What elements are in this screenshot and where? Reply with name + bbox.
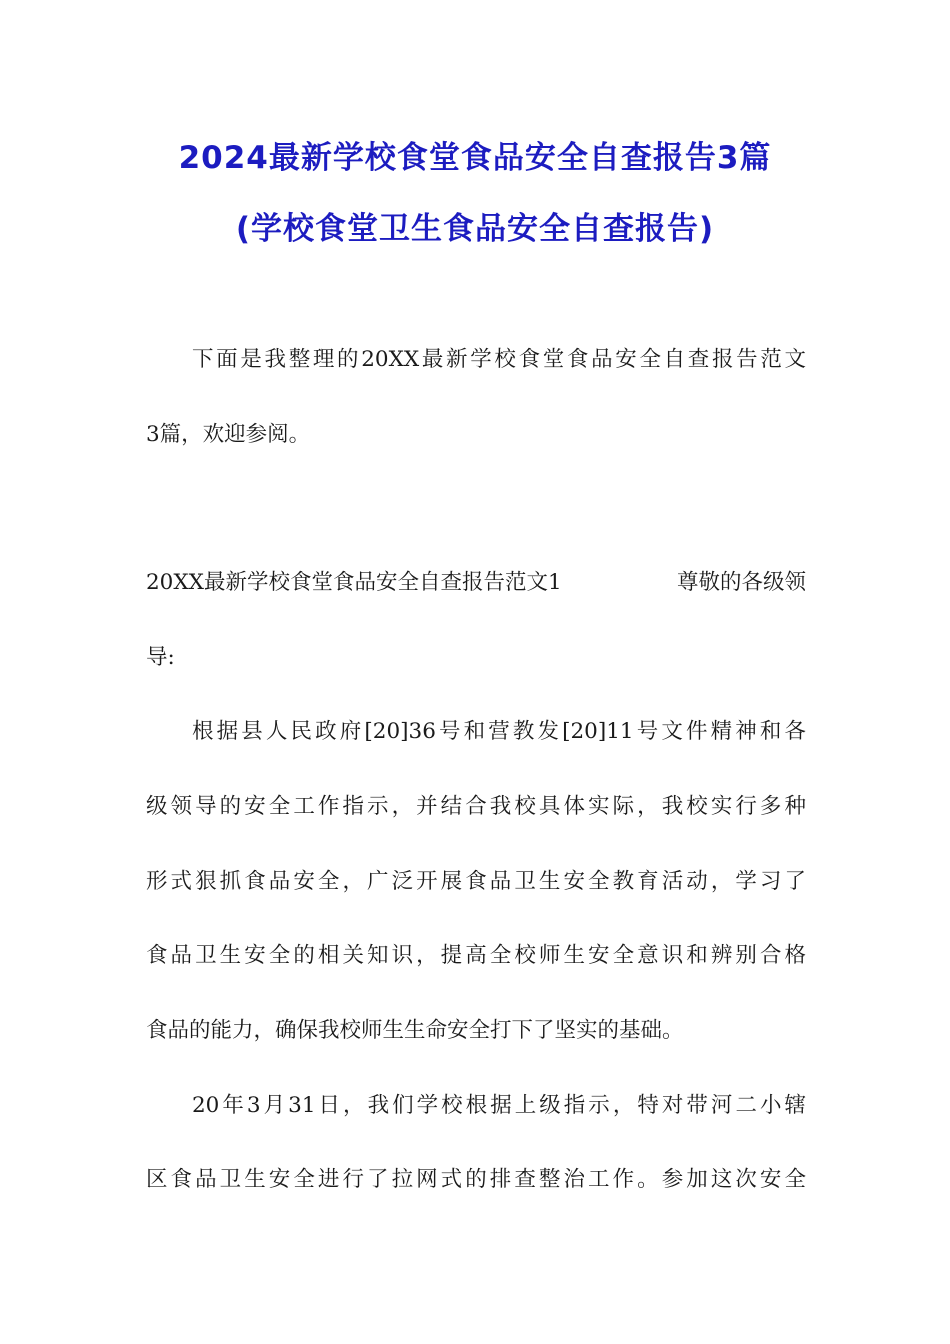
salutation: 尊敬的各级领	[676, 570, 806, 595]
paragraph2-line-1: 20年3月31日，我们学校根据上级指示，特对带河二小辖	[192, 1093, 806, 1118]
paragraph1-line-1: 根据县人民政府[20]36号和营教发[20]11号文件精神和各	[192, 719, 806, 744]
section-heading-row	[146, 568, 806, 598]
paragraph2-line-2: 区食品卫生安全进行了拉网式的排查整治工作。参加这次安全	[146, 1167, 806, 1192]
document-title-line1: 2024最新学校食堂食品安全自查报告3篇	[178, 140, 772, 176]
paragraph1-line-3: 形式狠抓食品安全，广泛开展食品卫生安全教育活动，学习了	[146, 869, 806, 894]
paragraph1-line-5: 食品的能力，确保我校师生生命安全打下了坚实的基础。	[146, 1018, 684, 1043]
paragraph1-line-2: 级领导的安全工作指示，并结合我校具体实际，我校实行多种	[146, 794, 806, 819]
section-heading: 20XX最新学校食堂食品安全自查报告范文1	[146, 570, 562, 595]
salutation-continued: 导:	[146, 645, 175, 670]
paragraph1-line-4: 食品卫生安全的相关知识，提高全校师生安全意识和辨别合格	[146, 943, 806, 968]
intro-line-1: 下面是我整理的20XX最新学校食堂食品安全自查报告范文	[192, 347, 806, 372]
document-title-line2: (学校食堂卫生食品安全自查报告)	[235, 211, 715, 247]
intro-line-2: 3篇，欢迎参阅。	[146, 422, 311, 447]
